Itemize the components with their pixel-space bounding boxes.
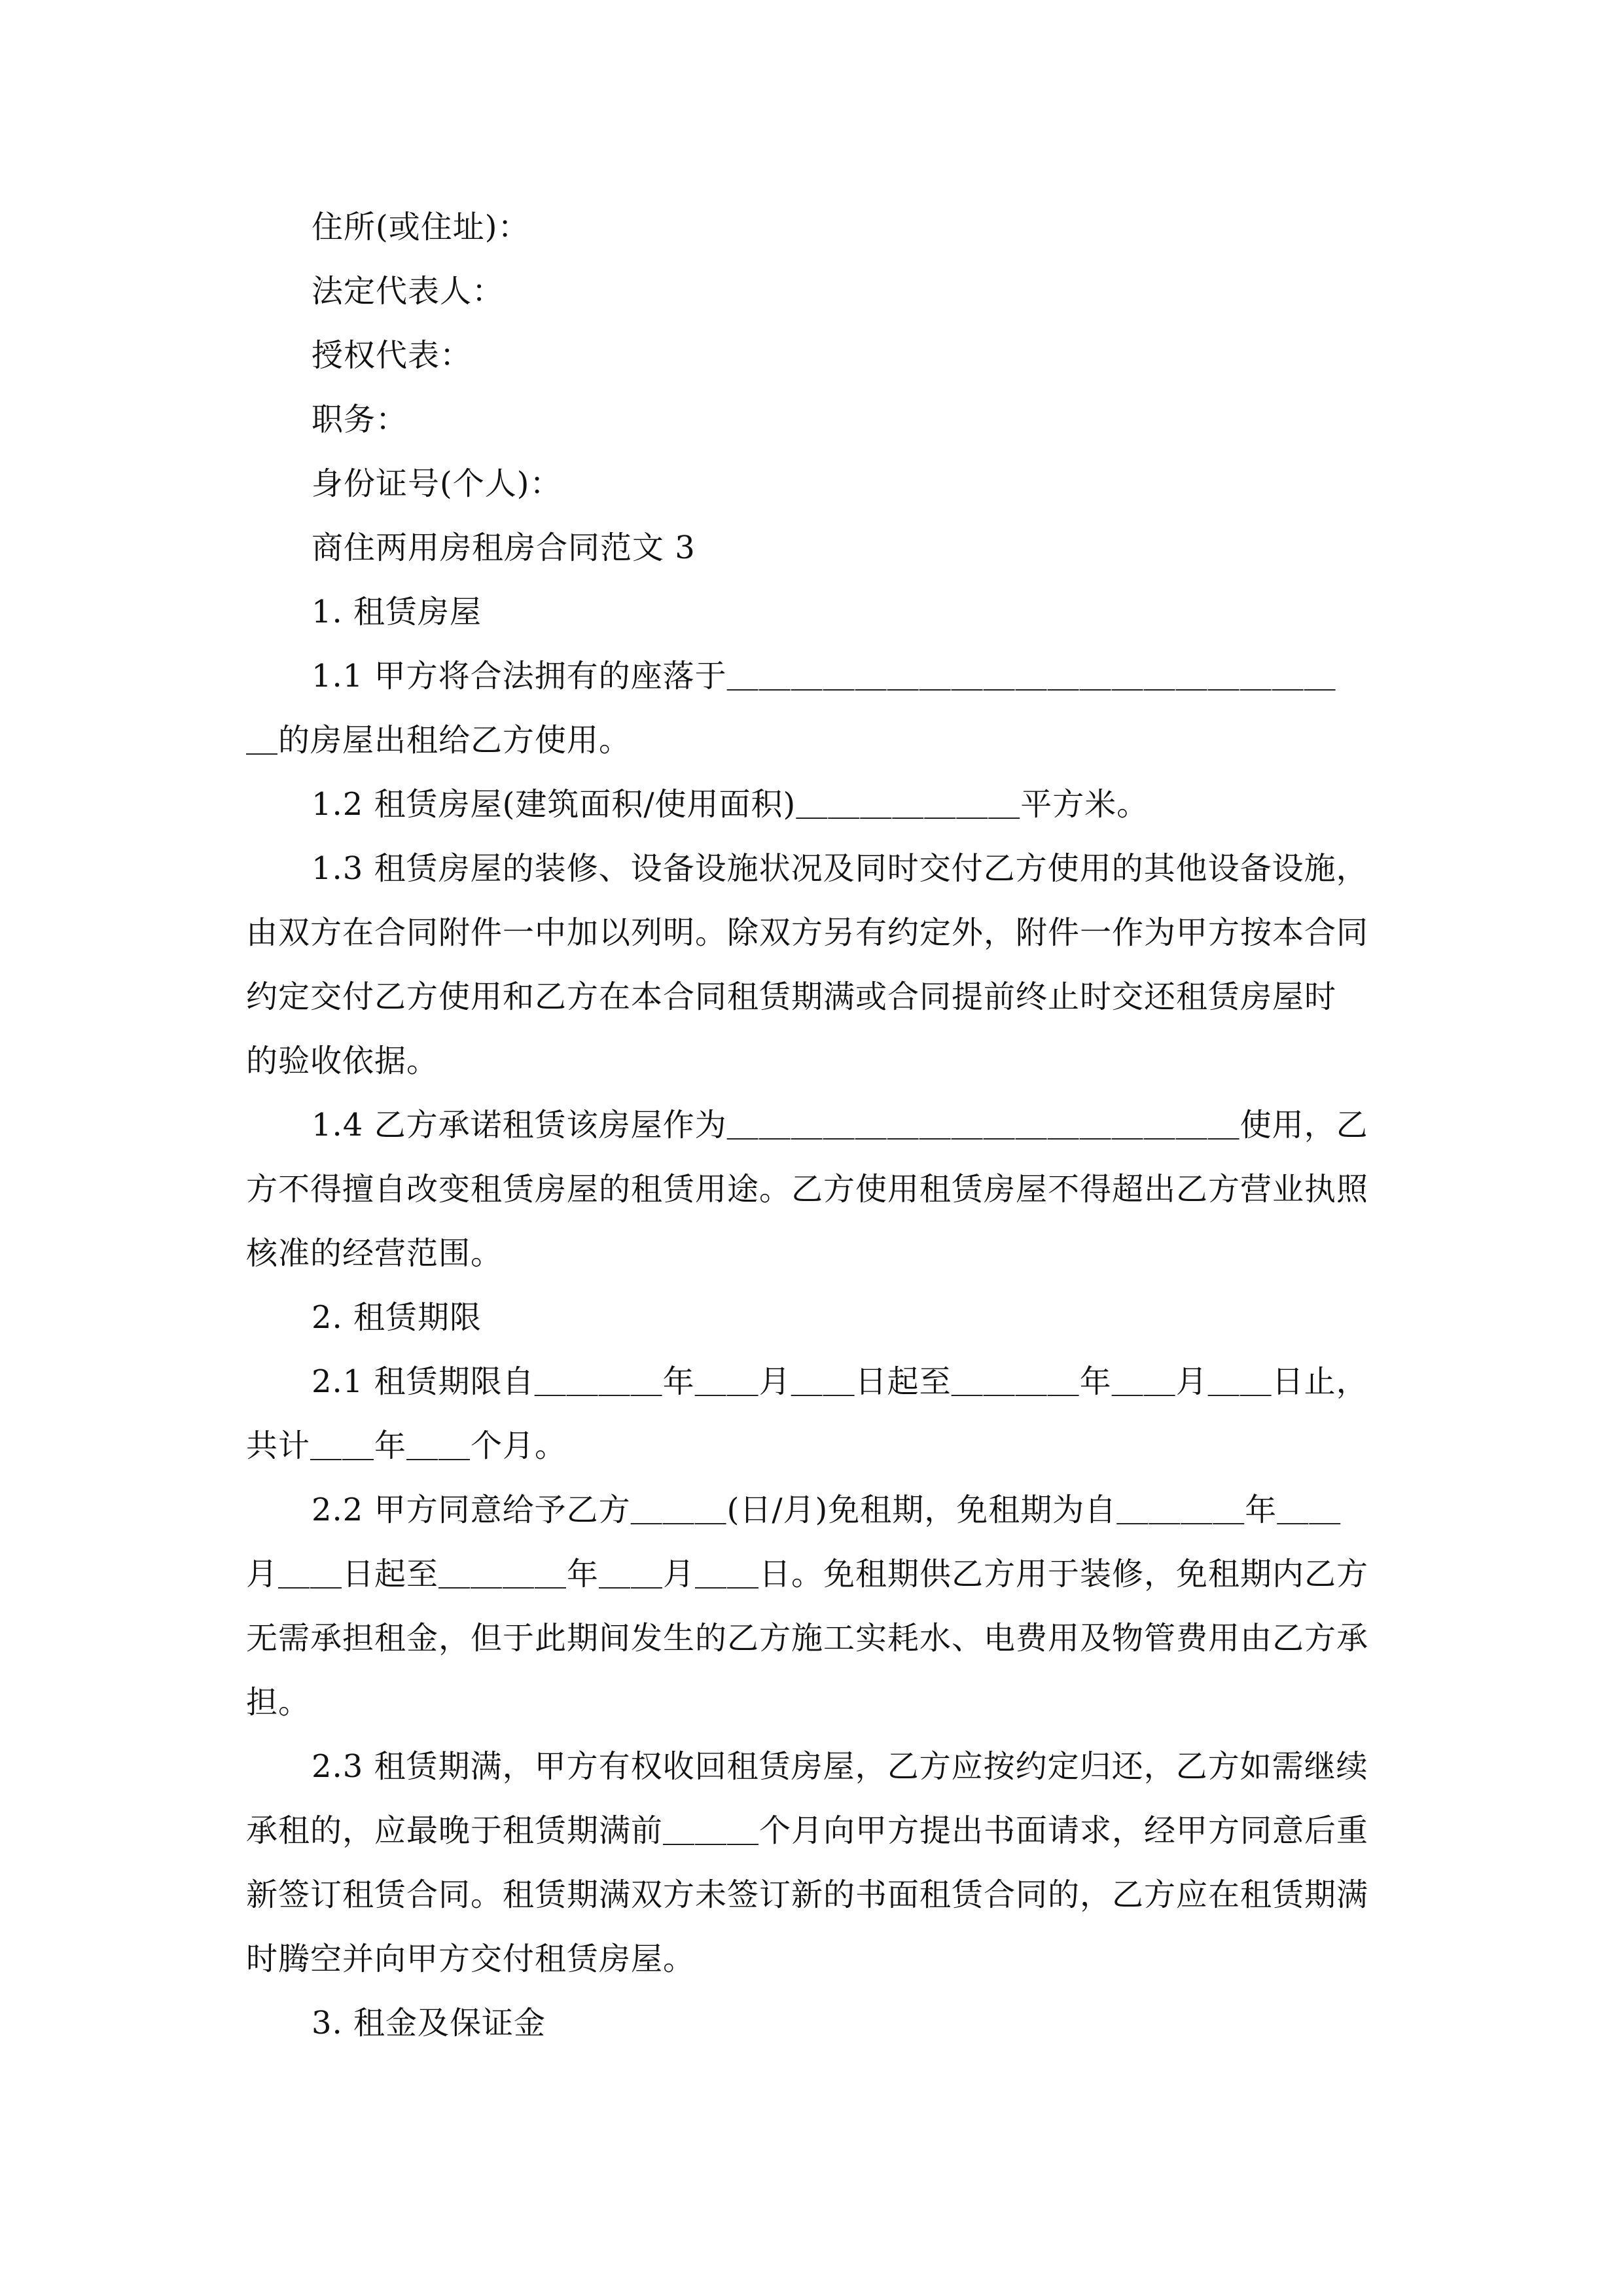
text-line: 授权代表： [312,337,473,374]
text-line: 月＿＿日起至＿＿＿＿年＿＿月＿＿日。免租期供乙方用于装修，免租期内乙方 [246,1556,1369,1592]
text-line: 住所(或住址)： [312,209,530,245]
text-line: 身份证号(个人)： [312,465,562,502]
text-line: 无需承担租金，但于此期间发生的乙方施工实耗水、电费用及物管费用由乙方承 [246,1620,1369,1657]
text-line: 担。 [246,1684,311,1721]
text-line: 3. 租金及保证金 [312,2005,546,2041]
text-line: 2.1 租赁期限自＿＿＿＿年＿＿月＿＿日起至＿＿＿＿年＿＿月＿＿日止， [312,1363,1368,1400]
text-line: 2.2 甲方同意给予乙方＿＿＿(日/月)免租期，免租期为自＿＿＿＿年＿＿ [312,1492,1342,1528]
text-line: 2.3 租赁期满，甲方有权收回租赁房屋，乙方应按约定归还，乙方如需继续 [312,1748,1368,1785]
text-line: 由双方在合同附件一中加以列明。除双方另有约定外，附件一作为甲方按本合同 [246,914,1369,951]
text-line: 职务： [312,401,408,438]
text-line: ＿的房屋出租给乙方使用。 [246,722,632,759]
text-line: 共计＿＿年＿＿个月。 [246,1427,567,1464]
text-line: 1.4 乙方承诺租赁该房屋作为＿＿＿＿＿＿＿＿＿＿＿＿＿＿＿＿使用，乙 [312,1107,1368,1143]
text-line: 方不得擅自改变租赁房屋的租赁用途。乙方使用租赁房屋不得超出乙方营业执照 [246,1171,1369,1208]
text-line: 商住两用房租房合同范文 3 [312,529,696,566]
text-line: 新签订租赁合同。租赁期满双方未签订新的书面租赁合同的，乙方应在租赁期满 [246,1876,1369,1913]
document-body [246,195,1377,2055]
text-line: 核准的经营范围。 [246,1235,503,1272]
text-line: 约定交付乙方使用和乙方在本合同租赁期满或合同提前终止时交还租赁房屋时 [246,978,1337,1015]
text-line: 1.1 甲方将合法拥有的座落于＿＿＿＿＿＿＿＿＿＿＿＿＿＿＿＿＿＿＿ [312,658,1336,694]
text-line: 承租的，应最晚于租赁期满前＿＿＿个月向甲方提出书面请求，经甲方同意后重 [246,1812,1369,1849]
text-line: 1. 租赁房屋 [312,594,482,630]
text-line: 1.2 租赁房屋(建筑面积/使用面积)＿＿＿＿＿＿＿平方米。 [312,786,1149,823]
text-line: 时腾空并向甲方交付租赁房屋。 [246,1941,696,1977]
text-line: 2. 租赁期限 [312,1299,482,1336]
text-line: 法定代表人： [312,273,505,310]
text-line: 的验收依据。 [246,1043,439,1079]
text-line: 1.3 租赁房屋的装修、设备设施状况及同时交付乙方使用的其他设备设施， [312,850,1368,887]
